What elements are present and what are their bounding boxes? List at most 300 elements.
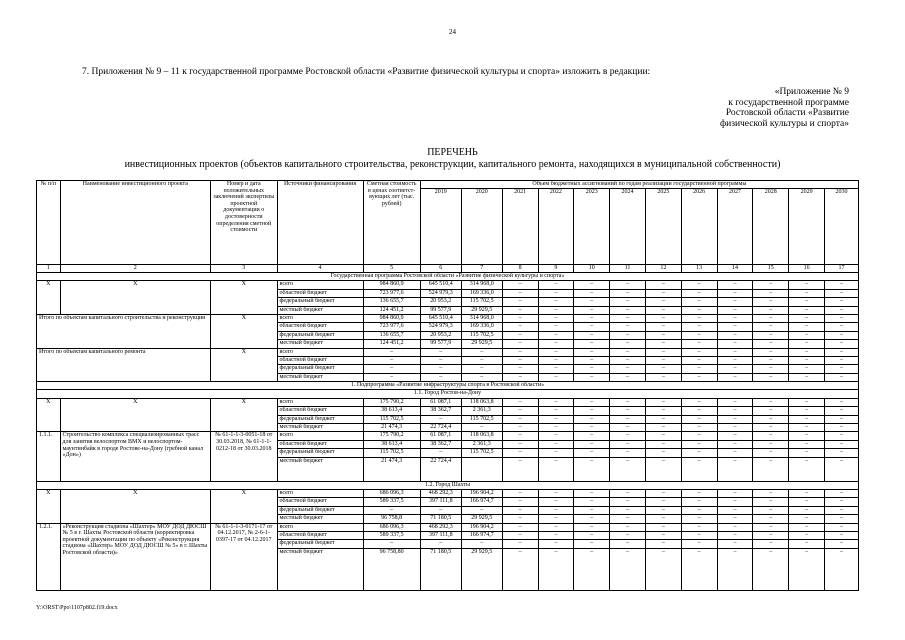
dash-cell: – [610, 540, 646, 548]
dash-cell: – [717, 457, 753, 481]
column-number: 12 [645, 264, 681, 272]
dash-cell: – [502, 432, 538, 440]
dash-cell: – [825, 407, 859, 415]
dash-cell: – [610, 489, 646, 497]
dash-cell: – [789, 398, 825, 406]
column-number: 15 [753, 264, 789, 272]
dash-cell: – [645, 515, 681, 523]
dash-cell: – [502, 314, 538, 322]
dash-cell: – [681, 356, 717, 364]
column-number: 8 [502, 264, 538, 272]
amount-cell: 29 929,5 [461, 306, 502, 314]
dash-cell: – [789, 306, 825, 314]
dash-cell: – [610, 523, 646, 531]
x-mark: X [211, 314, 278, 348]
amount-cell: 686 096,3 [363, 523, 420, 531]
dash-cell: – [717, 432, 753, 440]
funding-source: федеральный бюджет [277, 365, 363, 373]
dash-cell: – [825, 356, 859, 364]
dash-cell: – [610, 398, 646, 406]
funding-source: федеральный бюджет [277, 298, 363, 306]
section-row [37, 390, 859, 398]
x-mark: X [211, 348, 278, 382]
dash-cell: – [645, 306, 681, 314]
funding-source: местный бюджет [277, 548, 363, 590]
column-number: 1 [37, 264, 61, 272]
column-number: 13 [681, 264, 717, 272]
funding-source: областной бюджет [277, 289, 363, 297]
dash-cell: – [610, 348, 646, 356]
dash-cell: – [681, 523, 717, 531]
dash-cell: – [753, 548, 789, 590]
dash-cell: – [681, 323, 717, 331]
amount-cell: 21 474,3 [363, 457, 420, 481]
dash-cell: – [753, 506, 789, 514]
table-row [37, 523, 859, 531]
section-title: 1. Подпрограмма «Развитие инфраструктуры спорта в Ростовской области» [37, 382, 859, 390]
amount-cell: 29 929,5 [461, 515, 502, 523]
table-row [37, 281, 859, 289]
dash-cell: – [825, 340, 859, 348]
dash-cell: – [825, 281, 859, 289]
funding-source: областной бюджет [277, 407, 363, 415]
table-row [37, 314, 859, 322]
amount-cell: – [420, 540, 461, 548]
dash-cell: – [717, 306, 753, 314]
dash-cell: – [789, 506, 825, 514]
dash-cell: – [789, 498, 825, 506]
dash-cell: – [753, 314, 789, 322]
amount-cell: 96 758,8 [363, 515, 420, 523]
dash-cell: – [502, 348, 538, 356]
row-label: Итого по объектам капитального ремонта [37, 348, 211, 382]
amount-cell: 38 613,4 [363, 440, 420, 448]
amount-cell: – [461, 365, 502, 373]
year-header: 2025 [645, 188, 681, 264]
header-doc: Номер и дата положительных заключений экспертизы проектной документации о достоверности определения сметной стоимости [211, 181, 278, 265]
amount-cell: 115 702,5 [363, 449, 420, 457]
year-header: 2021 [502, 188, 538, 264]
dash-cell: – [538, 298, 574, 306]
amount-cell: 124 451,2 [363, 306, 420, 314]
dash-cell: – [825, 415, 859, 423]
dash-cell: – [753, 407, 789, 415]
dash-cell: – [574, 415, 610, 423]
dash-cell: – [753, 449, 789, 457]
column-number: 5 [363, 264, 420, 272]
appendix-line: Ростовской области «Развитие [725, 108, 849, 118]
dash-cell: – [538, 340, 574, 348]
dash-cell: – [681, 398, 717, 406]
dash-cell: – [681, 457, 717, 481]
dash-cell: – [681, 432, 717, 440]
dash-cell: – [610, 506, 646, 514]
dash-cell: – [681, 306, 717, 314]
header-cost: Сметная стоимость в ценах соответст-вующих лет (тыс. рублей) [363, 181, 420, 265]
amount-cell: – [420, 415, 461, 423]
dash-cell: – [538, 398, 574, 406]
dash-cell: – [789, 298, 825, 306]
dash-cell: – [538, 523, 574, 531]
dash-cell: – [645, 365, 681, 373]
dash-cell: – [825, 298, 859, 306]
dash-cell: – [789, 356, 825, 364]
dash-cell: – [645, 331, 681, 339]
amount-cell: 115 702,5 [461, 415, 502, 423]
dash-cell: – [753, 373, 789, 381]
dash-cell: – [681, 365, 717, 373]
dash-cell: – [753, 289, 789, 297]
dash-cell: – [825, 489, 859, 497]
amount-cell: 723 977,6 [363, 289, 420, 297]
amount-cell: 99 577,9 [420, 340, 461, 348]
amount-cell: – [461, 348, 502, 356]
dash-cell: – [502, 298, 538, 306]
amount-cell: 314 968,0 [461, 281, 502, 289]
dash-cell: – [825, 348, 859, 356]
dash-cell: – [610, 331, 646, 339]
dash-cell: – [789, 340, 825, 348]
page-number: 24 [449, 28, 456, 36]
funding-source: областной бюджет [277, 356, 363, 364]
dash-cell: – [574, 306, 610, 314]
section-row [37, 382, 859, 390]
dash-cell: – [825, 515, 859, 523]
dash-cell: – [789, 348, 825, 356]
dash-cell: – [825, 523, 859, 531]
dash-cell: – [645, 531, 681, 539]
dash-cell: – [789, 540, 825, 548]
row-number: 1.2.1. [37, 523, 61, 590]
dash-cell: – [789, 373, 825, 381]
funding-source: областной бюджет [277, 531, 363, 539]
dash-cell: – [681, 489, 717, 497]
dash-cell: – [753, 540, 789, 548]
funding-source: всего [277, 432, 363, 440]
dash-cell: – [681, 348, 717, 356]
dash-cell: – [502, 457, 538, 481]
row-number: X [37, 281, 61, 315]
funding-source: всего [277, 523, 363, 531]
dash-cell: – [645, 289, 681, 297]
dash-cell: – [789, 331, 825, 339]
dash-cell: – [502, 415, 538, 423]
dash-cell: – [538, 506, 574, 514]
dash-cell: – [645, 398, 681, 406]
dash-cell: – [789, 323, 825, 331]
column-number: 4 [277, 264, 363, 272]
dash-cell: – [574, 373, 610, 381]
dash-cell: – [574, 298, 610, 306]
dash-cell: – [825, 432, 859, 440]
dash-cell: – [610, 498, 646, 506]
funding-source: федеральный бюджет [277, 415, 363, 423]
dash-cell: – [502, 407, 538, 415]
amount-cell: 686 096,3 [363, 489, 420, 497]
dash-cell: – [574, 449, 610, 457]
dash-cell: – [753, 348, 789, 356]
dash-cell: – [502, 523, 538, 531]
amount-cell: – [363, 506, 420, 514]
amount-cell: – [363, 356, 420, 364]
appendix-line: к государственной программе [728, 97, 849, 108]
dash-cell: – [538, 356, 574, 364]
dash-cell: – [538, 281, 574, 289]
dash-cell: – [789, 523, 825, 531]
dash-cell: – [681, 498, 717, 506]
amount-cell: – [461, 540, 502, 548]
dash-cell: – [825, 365, 859, 373]
dash-cell: – [681, 415, 717, 423]
appendix-line: физической культуры и спорта» [719, 118, 849, 129]
dash-cell: – [574, 323, 610, 331]
dash-cell: – [753, 281, 789, 289]
dash-cell: – [825, 306, 859, 314]
year-header: 2022 [538, 188, 574, 264]
dash-cell: – [753, 523, 789, 531]
dash-cell: – [753, 340, 789, 348]
dash-cell: – [717, 314, 753, 322]
dash-cell: – [574, 424, 610, 432]
dash-cell: – [789, 424, 825, 432]
column-number: 17 [825, 264, 859, 272]
dash-cell: – [574, 314, 610, 322]
dash-cell: – [610, 440, 646, 448]
table-row [37, 432, 859, 440]
dash-cell: – [717, 298, 753, 306]
amount-cell: 723 977,6 [363, 323, 420, 331]
funding-source: федеральный бюджет [277, 506, 363, 514]
dash-cell: – [502, 449, 538, 457]
dash-cell: – [789, 548, 825, 590]
dash-cell: – [538, 498, 574, 506]
dash-cell: – [645, 440, 681, 448]
investment-projects-table [36, 180, 859, 591]
amount-cell: 314 968,0 [461, 314, 502, 322]
amount-cell: 61 087,1 [420, 398, 461, 406]
amount-cell: – [420, 365, 461, 373]
dash-cell: – [825, 323, 859, 331]
dash-cell: – [681, 281, 717, 289]
dash-cell: – [502, 424, 538, 432]
project-name: X [60, 281, 210, 315]
amount-cell: – [363, 373, 420, 381]
amount-cell: 645 510,4 [420, 281, 461, 289]
column-number: 2 [60, 264, 210, 272]
dash-cell: – [717, 531, 753, 539]
dash-cell: – [574, 540, 610, 548]
table-row [37, 348, 859, 356]
dash-cell: – [645, 449, 681, 457]
dash-cell: – [789, 365, 825, 373]
dash-cell: – [574, 498, 610, 506]
amount-cell: – [420, 373, 461, 381]
section-row [37, 272, 859, 280]
row-label: Итого по объектам капитального строительства и реконструкции [37, 314, 211, 348]
dash-cell: – [753, 498, 789, 506]
amount-cell: 115 702,5 [461, 449, 502, 457]
dash-cell: – [574, 289, 610, 297]
dash-cell: – [538, 314, 574, 322]
dash-cell: – [717, 523, 753, 531]
dash-cell: – [681, 314, 717, 322]
dash-cell: – [610, 365, 646, 373]
funding-source: всего [277, 489, 363, 497]
dash-cell: – [789, 489, 825, 497]
dash-cell: – [681, 340, 717, 348]
year-header: 2027 [717, 188, 753, 264]
dash-cell: – [502, 489, 538, 497]
dash-cell: – [610, 306, 646, 314]
column-numbers-row [37, 264, 859, 272]
amount-cell: 38 613,4 [363, 407, 420, 415]
project-name: X [60, 489, 210, 523]
project-name: «Реконструкция стадиона «Шахтер» МОУ ДОД ДЮСШ № 5 в г. Шахты Ростовской области (корректировка проектной документации по объекту «Реконструкция стадиона «Шахтер» МОУ ДОД ДЮСШ № 5» в г. Шахты Ростовской области)» [60, 523, 210, 590]
amount-cell: 22 724,4 [420, 424, 461, 432]
amount-cell: – [420, 506, 461, 514]
dash-cell: – [681, 440, 717, 448]
dash-cell: – [502, 531, 538, 539]
amount-cell: 175 790,2 [363, 432, 420, 440]
title-line-1: ПЕРЕЧЕНЬ [427, 147, 478, 158]
dash-cell: – [538, 323, 574, 331]
dash-cell: – [717, 424, 753, 432]
amount-cell: 115 702,5 [461, 331, 502, 339]
dash-cell: – [645, 548, 681, 590]
dash-cell: – [610, 356, 646, 364]
dash-cell: – [717, 323, 753, 331]
appendix-line: «Приложение № 9 [774, 87, 849, 97]
amount-cell: 397 111,8 [420, 531, 461, 539]
dash-cell: – [681, 407, 717, 415]
funding-source: всего [277, 348, 363, 356]
amount-cell: 524 979,3 [420, 323, 461, 331]
dash-cell: – [574, 340, 610, 348]
section-title: Государственная программа Ростовской области «Развитие физической культуры и спорта» [37, 272, 859, 280]
dash-cell: – [538, 289, 574, 297]
amount-cell: 20 953,2 [420, 331, 461, 339]
dash-cell: – [825, 457, 859, 481]
amount-cell [461, 457, 502, 481]
amount-cell: 468 292,3 [420, 489, 461, 497]
dash-cell: – [502, 356, 538, 364]
funding-source: всего [277, 281, 363, 289]
dash-cell: – [717, 540, 753, 548]
dash-cell: – [645, 489, 681, 497]
amount-cell: – [461, 424, 502, 432]
dash-cell: – [825, 314, 859, 322]
amount-cell: 71 180,5 [420, 548, 461, 590]
amount-cell: – [461, 373, 502, 381]
dash-cell: – [717, 331, 753, 339]
dash-cell: – [574, 548, 610, 590]
funding-source: федеральный бюджет [277, 540, 363, 548]
dash-cell: – [610, 314, 646, 322]
dash-cell: – [753, 440, 789, 448]
dash-cell: – [502, 498, 538, 506]
dash-cell: – [502, 540, 538, 548]
dash-cell: – [681, 449, 717, 457]
dash-cell: – [753, 365, 789, 373]
dash-cell: – [645, 432, 681, 440]
dash-cell: – [681, 298, 717, 306]
amount-cell: 29 929,5 [461, 548, 502, 590]
dash-cell: – [574, 531, 610, 539]
amount-cell: 124 451,2 [363, 340, 420, 348]
dash-cell: – [502, 515, 538, 523]
dash-cell: – [610, 407, 646, 415]
dash-cell: – [645, 424, 681, 432]
dash-cell: – [538, 415, 574, 423]
dash-cell: – [538, 424, 574, 432]
amount-cell: – [461, 356, 502, 364]
expertise-doc: X [211, 398, 278, 432]
funding-source: федеральный бюджет [277, 331, 363, 339]
amount-cell: 118 063,8 [461, 432, 502, 440]
amount-cell: 22 724,4 [420, 457, 461, 481]
dash-cell: – [610, 281, 646, 289]
dash-cell: – [574, 365, 610, 373]
dash-cell: – [610, 449, 646, 457]
project-name: X [60, 398, 210, 432]
title-line-2: инвестиционных проектов (объектов капитального строительства, реконструкции, капитального ремонта, находящихся в муниципальной собственности) [124, 158, 781, 170]
dash-cell: – [753, 331, 789, 339]
dash-cell: – [717, 356, 753, 364]
year-header: 2019 [420, 188, 461, 264]
column-number: 3 [211, 264, 278, 272]
amount-cell: 136 655,7 [363, 298, 420, 306]
amount-cell: 38 362,7 [420, 440, 461, 448]
amount-cell: 29 929,5 [461, 340, 502, 348]
year-header: 2023 [574, 188, 610, 264]
funding-source: областной бюджет [277, 498, 363, 506]
dash-cell: – [502, 365, 538, 373]
dash-cell: – [825, 531, 859, 539]
dash-cell: – [645, 407, 681, 415]
file-path-footer: Y:\ORST\Ppo\1107p802.f19.docx [36, 605, 118, 611]
dash-cell: – [717, 489, 753, 497]
dash-cell: – [502, 398, 538, 406]
dash-cell: – [610, 298, 646, 306]
dash-cell: – [538, 432, 574, 440]
dash-cell: – [789, 314, 825, 322]
dash-cell: – [610, 548, 646, 590]
amount-cell: 175 790,2 [363, 398, 420, 406]
document-title [0, 147, 905, 170]
dash-cell: – [502, 323, 538, 331]
dash-cell: – [753, 457, 789, 481]
dash-cell: – [717, 415, 753, 423]
dash-cell: – [717, 373, 753, 381]
amount-cell: – [363, 365, 420, 373]
dash-cell: – [645, 323, 681, 331]
table-row [37, 398, 859, 406]
amount-cell: 397 111,8 [420, 498, 461, 506]
dash-cell: – [681, 289, 717, 297]
dash-cell: – [681, 331, 717, 339]
amount-cell: 61 087,1 [420, 432, 461, 440]
funding-source: местный бюджет [277, 340, 363, 348]
amount-cell: 2 361,3 [461, 440, 502, 448]
column-number: 11 [610, 264, 646, 272]
dash-cell: – [753, 489, 789, 497]
dash-cell: – [717, 506, 753, 514]
dash-cell: – [789, 289, 825, 297]
dash-cell: – [789, 407, 825, 415]
dash-cell: – [610, 432, 646, 440]
funding-source: местный бюджет [277, 515, 363, 523]
funding-source: местный бюджет [277, 424, 363, 432]
